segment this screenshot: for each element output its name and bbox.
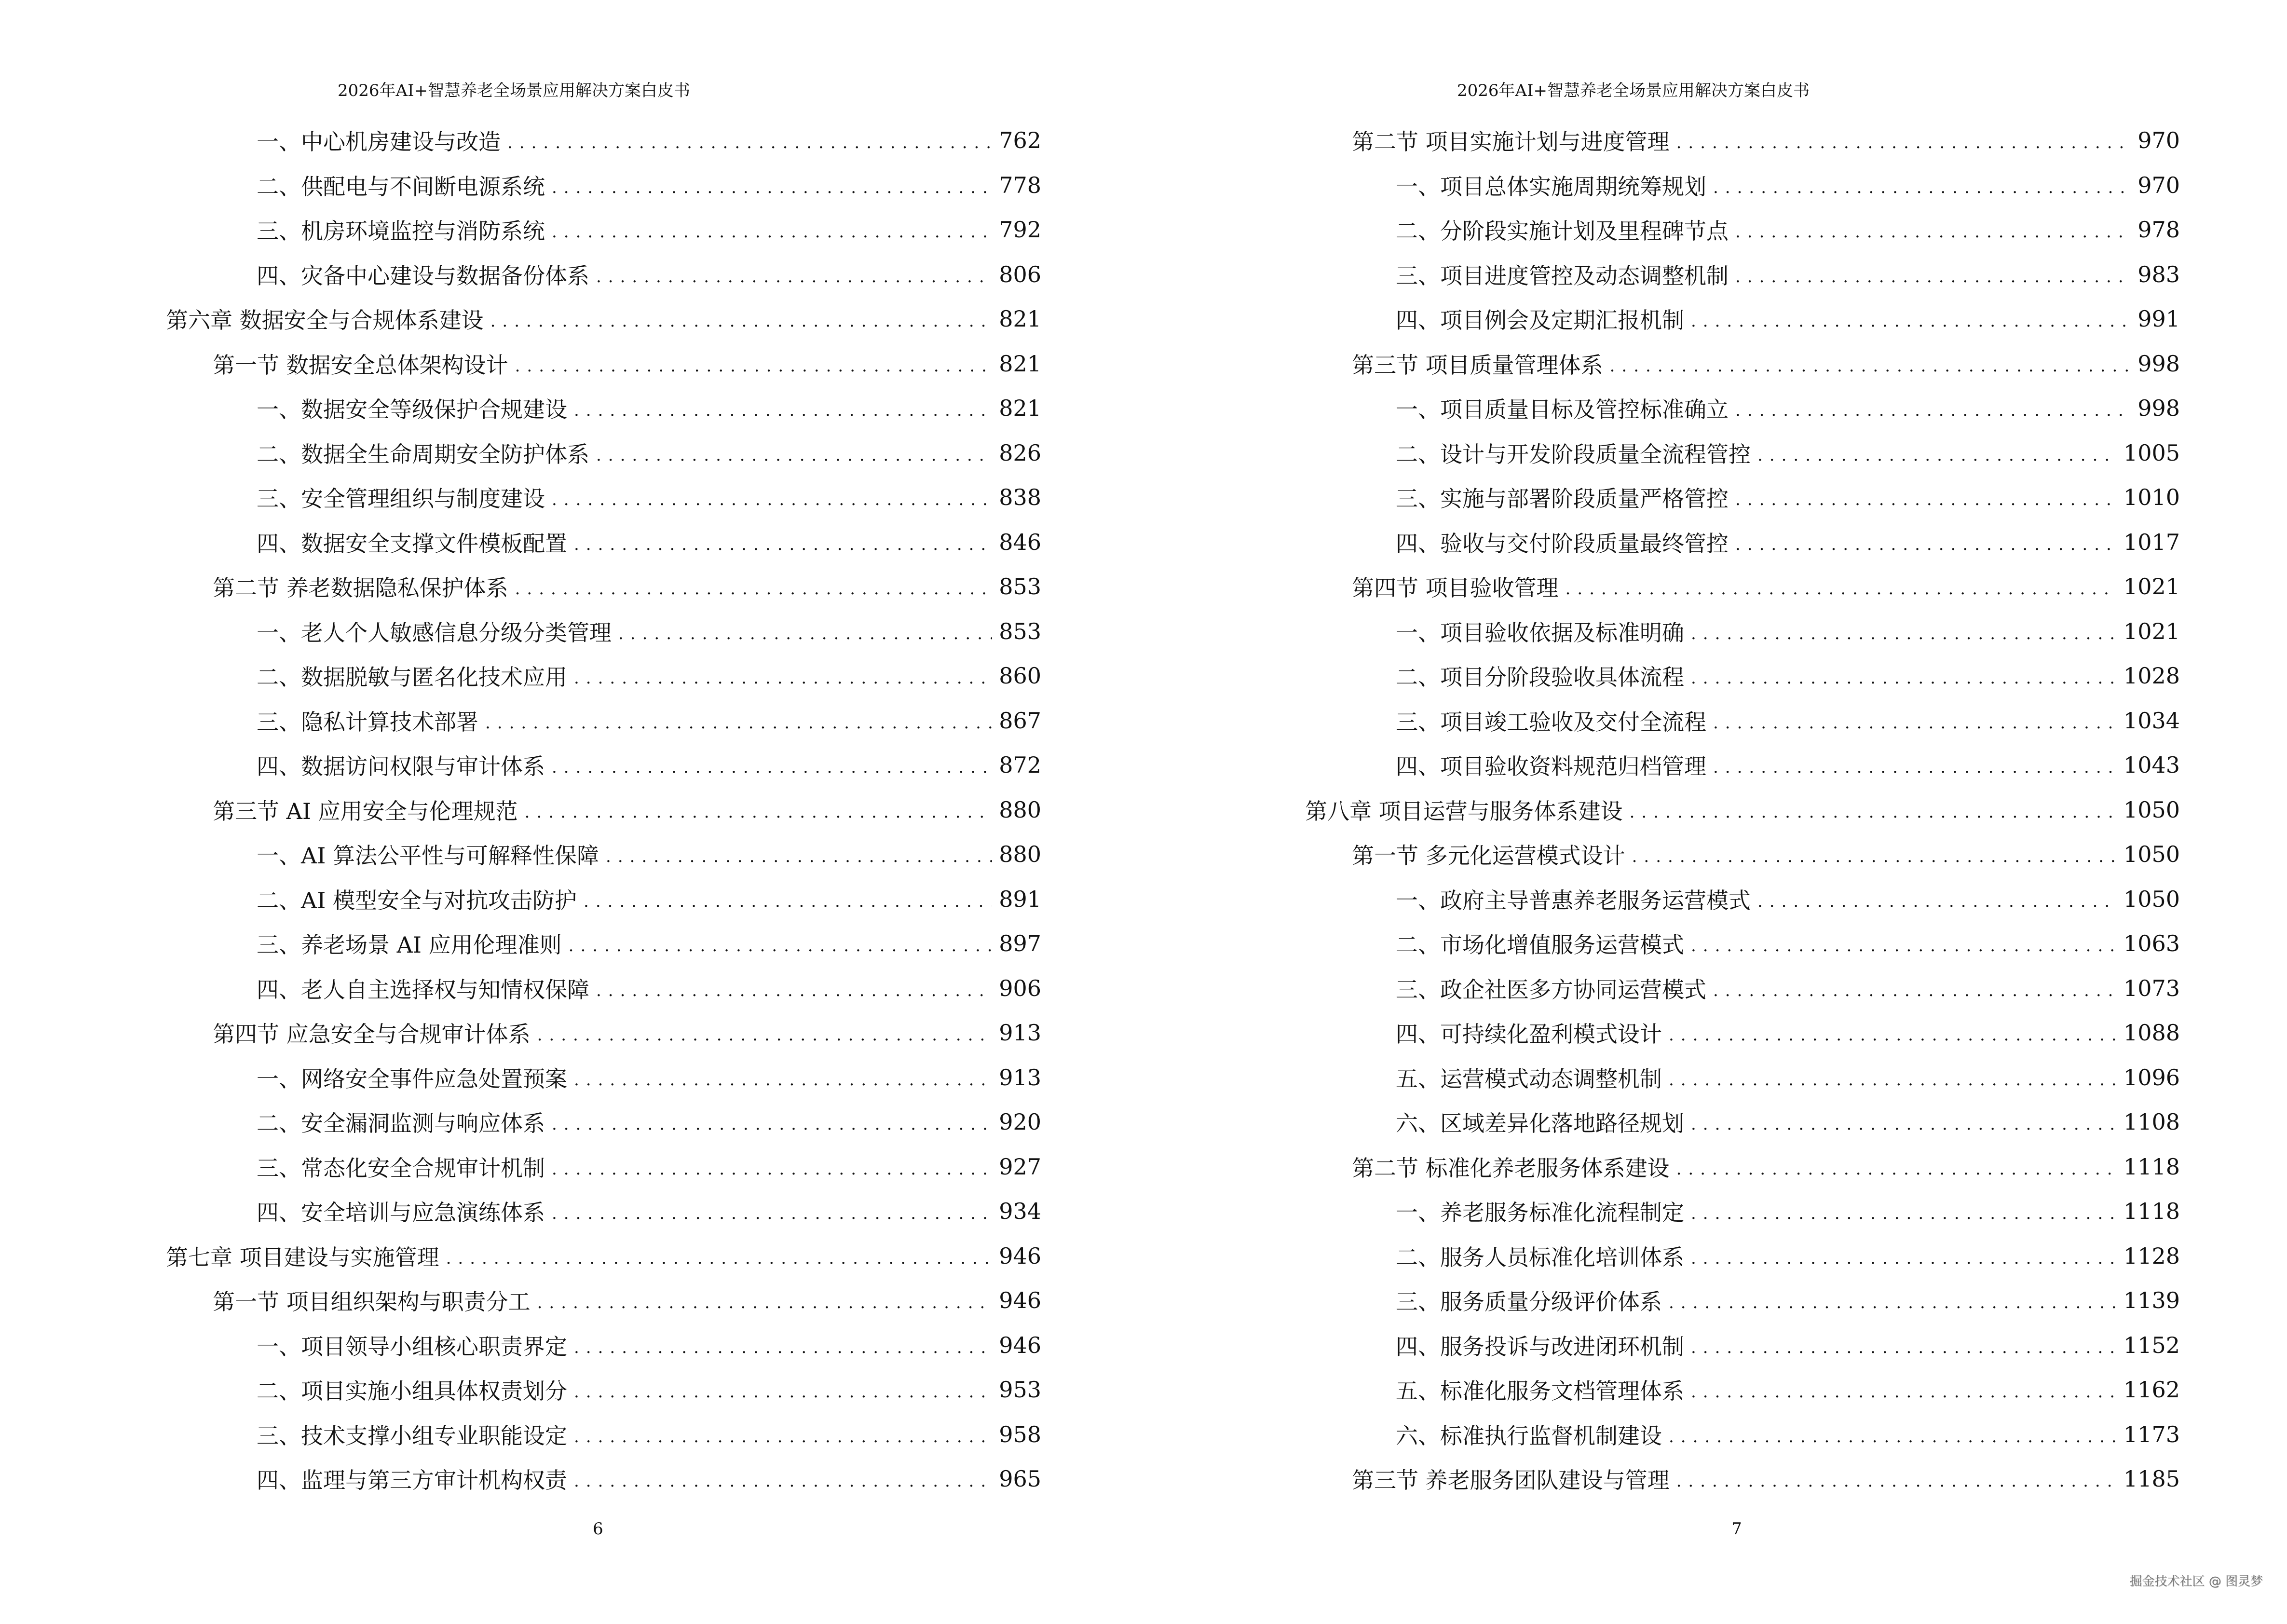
toc-subsection-entry[interactable]: [1305, 520, 2180, 565]
toc-subsection-entry[interactable]: [1305, 654, 2180, 698]
dot-leader: [552, 1199, 992, 1223]
toc-entry-title: 六、标准执行监督机制建设: [1396, 1422, 1662, 1449]
toc-entry-page: 1139: [2123, 1287, 2180, 1314]
toc-entry-title: 二、数据全生命周期安全防护体系: [257, 441, 589, 467]
dot-leader: [1713, 976, 2117, 1000]
dot-leader: [574, 396, 992, 420]
toc-entry-title: 三、项目竣工验收及交付全流程: [1396, 709, 1706, 735]
dot-leader: [1757, 441, 2117, 465]
dot-leader: [606, 842, 992, 866]
dot-leader: [515, 352, 993, 376]
toc-entry-title: 三、养老场景 AI 应用伦理准则: [257, 932, 562, 958]
toc-subsection-entry[interactable]: [1305, 252, 2180, 297]
toc-subsection-entry[interactable]: [1305, 475, 2180, 520]
toc-entry-page: 1128: [2123, 1242, 2180, 1269]
toc-entry-title: 二、服务人员标准化培训体系: [1396, 1244, 1684, 1270]
toc-entry-page: 998: [2137, 395, 2180, 422]
toc-entry-title: 六、区域差异化落地路径规划: [1396, 1110, 1684, 1137]
toc-subsection-entry[interactable]: [166, 520, 1041, 565]
dot-leader: [1669, 1065, 2117, 1090]
dot-leader: [552, 1155, 992, 1179]
toc-entry-title: 一、项目质量目标及管控标准确立: [1396, 396, 1729, 423]
toc-subsection-entry[interactable]: [1305, 386, 2180, 431]
dot-leader: [596, 441, 992, 465]
toc-entry-title: 四、老人自主选择权与知情权保障: [257, 976, 589, 1003]
toc-section-entry[interactable]: [166, 1278, 1041, 1323]
toc-subsection-entry[interactable]: [1305, 1323, 2180, 1368]
toc-entry-page: 920: [999, 1109, 1041, 1135]
toc-subsection-entry[interactable]: [1305, 1055, 2180, 1100]
toc-entry-page: 880: [999, 841, 1041, 868]
watermark: 掘金技术社区 @ 图灵梦: [2129, 1574, 2263, 1589]
dot-leader: [574, 530, 992, 554]
toc-entry-title: 一、中心机房建设与改造: [257, 129, 501, 155]
dot-leader: [1735, 530, 2117, 554]
toc-chapter-entry[interactable]: [166, 1234, 1041, 1279]
toc-subsection-entry[interactable]: [1305, 743, 2180, 788]
toc-entry-page: 1152: [2123, 1332, 2180, 1358]
toc-entry-title: 四、灾备中心建设与数据备份体系: [257, 262, 589, 289]
toc-entry-title: 一、网络安全事件应急处置预案: [257, 1065, 567, 1092]
toc-entry-page: 762: [999, 127, 1041, 154]
toc-entry-page: 1108: [2123, 1109, 2180, 1135]
dot-leader: [1735, 262, 2131, 287]
toc-entry-page: 970: [2137, 172, 2180, 198]
toc-subsection-entry[interactable]: [166, 832, 1041, 877]
dot-leader: [507, 128, 992, 152]
toc-entry-page: 965: [999, 1466, 1041, 1492]
toc-entry-title: 一、项目领导小组核心职责界定: [257, 1333, 567, 1360]
toc-subsection-entry[interactable]: [166, 252, 1041, 297]
toc-list: [166, 118, 1041, 1501]
toc-subsection-entry[interactable]: [166, 431, 1041, 476]
toc-entry-title: 三、机房环境监控与消防系统: [257, 218, 545, 245]
toc-entry-page: 821: [999, 395, 1041, 422]
toc-subsection-entry[interactable]: [1305, 163, 2180, 208]
toc-entry-page: 1118: [2123, 1198, 2180, 1225]
toc-entry-title: 第二节 标准化养老服务体系建设: [1352, 1155, 1670, 1181]
toc-entry-page: 998: [2137, 350, 2180, 377]
dot-leader: [1669, 1021, 2117, 1045]
dot-leader: [537, 1288, 993, 1312]
dot-leader: [446, 1244, 993, 1268]
toc-entry-title: 三、项目进度管控及动态调整机制: [1396, 262, 1729, 289]
toc-entry-title: 四、项目验收资料规范归档管理: [1396, 753, 1706, 780]
toc-entry-title: 一、项目验收依据及标准明确: [1396, 619, 1684, 646]
toc-entry-title: 二、安全漏洞监测与响应体系: [257, 1110, 545, 1137]
dot-leader: [1713, 173, 2131, 197]
toc-entry-title: 第八章 项目运营与服务体系建设: [1305, 798, 1623, 824]
dot-leader: [1676, 128, 2131, 152]
toc-section-entry[interactable]: [1305, 118, 2180, 163]
toc-subsection-entry[interactable]: [166, 163, 1041, 208]
toc-subsection-entry[interactable]: [1305, 207, 2180, 252]
running-header: 2026年AI+智慧养老全场景应用解决方案白皮书: [338, 81, 690, 100]
dot-leader: [1676, 1155, 2117, 1179]
toc-entry-page: 913: [999, 1020, 1041, 1046]
toc-entry-title: 一、养老服务标准化流程制定: [1396, 1200, 1684, 1226]
toc-entry-page: 1162: [2123, 1377, 2180, 1403]
dot-leader: [1691, 664, 2117, 688]
toc-entry-page: 1010: [2123, 484, 2180, 511]
toc-entry-title: 一、项目总体实施周期统筹规划: [1396, 173, 1706, 200]
dot-leader: [1566, 574, 2117, 599]
toc-subsection-entry[interactable]: [166, 1145, 1041, 1189]
toc-entry-page: 897: [999, 930, 1041, 957]
toc-entry-title: 一、AI 算法公平性与可解释性保障: [257, 843, 599, 869]
toc-entry-page: 891: [999, 886, 1041, 912]
toc-subsection-entry[interactable]: [166, 743, 1041, 788]
dot-leader: [525, 798, 993, 822]
toc-entry-title: 四、项目例会及定期汇报机制: [1396, 307, 1684, 334]
dot-leader: [1735, 218, 2131, 242]
toc-entry-page: 1050: [2123, 796, 2180, 823]
toc-entry-title: 一、数据安全等级保护合规建设: [257, 396, 567, 423]
toc-subsection-entry[interactable]: [1305, 297, 2180, 341]
dot-leader: [1713, 753, 2117, 777]
toc-entry-title: 第二节 项目实施计划与进度管理: [1352, 129, 1670, 155]
toc-entry-page: 946: [999, 1242, 1041, 1269]
toc-entry-page: 983: [2137, 261, 2180, 287]
toc-entry-page: 1118: [2123, 1153, 2180, 1180]
toc-section-entry[interactable]: [166, 564, 1041, 609]
toc-entry-page: 826: [999, 439, 1041, 466]
toc-entry-title: 四、监理与第三方审计机构权责: [257, 1467, 567, 1494]
dot-leader: [1691, 619, 2117, 643]
toc-section-entry[interactable]: [166, 788, 1041, 832]
toc-entry-page: 1005: [2123, 439, 2180, 466]
toc-entry-page: 913: [999, 1064, 1041, 1091]
toc-entry-title: 二、数据脱敏与匿名化技术应用: [257, 664, 567, 691]
toc-entry-page: 1050: [2123, 886, 2180, 912]
toc-entry-title: 二、市场化增值服务运营模式: [1396, 932, 1684, 958]
toc-subsection-entry[interactable]: [1305, 609, 2180, 654]
toc-entry-title: 第三节 项目质量管理体系: [1352, 352, 1603, 378]
toc-entry-title: 第四节 项目验收管理: [1352, 575, 1559, 601]
toc-entry-page: 1073: [2123, 975, 2180, 1001]
toc-entry-title: 三、实施与部署阶段质量严格管控: [1396, 486, 1729, 512]
toc-subsection-entry[interactable]: [1305, 1010, 2180, 1055]
dot-leader: [1691, 307, 2131, 331]
toc-entry-title: 二、供配电与不间断电源系统: [257, 173, 545, 200]
dot-leader: [1691, 1378, 2117, 1402]
toc-subsection-entry[interactable]: [166, 1412, 1041, 1457]
toc-subsection-entry[interactable]: [166, 1100, 1041, 1145]
toc-entry-title: 三、安全管理组织与制度建设: [257, 486, 545, 512]
toc-subsection-entry[interactable]: [166, 877, 1041, 922]
toc-entry-page: 1185: [2123, 1466, 2180, 1492]
toc-entry-title: 第一节 数据安全总体架构设计: [213, 352, 508, 378]
toc-entry-page: 1028: [2123, 663, 2180, 689]
dot-leader: [1632, 842, 2117, 866]
dot-leader: [1610, 352, 2131, 376]
toc-subsection-entry[interactable]: [166, 207, 1041, 252]
page-number: 6: [593, 1519, 603, 1539]
dot-leader: [552, 753, 992, 777]
toc-entry-title: 二、分阶段实施计划及里程碑节点: [1396, 218, 1729, 245]
dot-leader: [1676, 1467, 2117, 1491]
toc-subsection-entry[interactable]: [1305, 431, 2180, 476]
toc-entry-title: 第一节 项目组织架构与职责分工: [213, 1289, 531, 1315]
toc-entry-page: 1021: [2123, 573, 2180, 600]
dot-leader: [569, 931, 993, 955]
toc-entry-title: 第一节 多元化运营模式设计: [1352, 843, 1625, 869]
dot-leader: [574, 1065, 992, 1090]
dot-leader: [485, 709, 992, 733]
toc-entry-title: 二、项目分阶段验收具体流程: [1396, 664, 1684, 691]
toc-entry-page: 934: [999, 1198, 1041, 1225]
toc-entry-page: 838: [999, 484, 1041, 511]
page-number: 7: [1731, 1519, 1742, 1539]
dot-leader: [1691, 931, 2117, 955]
toc-entry-page: 792: [999, 217, 1041, 243]
toc-section-entry[interactable]: [1305, 341, 2180, 386]
toc-entry-page: 821: [999, 350, 1041, 377]
toc-entry-page: 927: [999, 1153, 1041, 1180]
toc-subsection-entry[interactable]: [1305, 1412, 2180, 1457]
toc-subsection-entry[interactable]: [1305, 921, 2180, 966]
toc-section-entry[interactable]: [1305, 1457, 2180, 1501]
toc-subsection-entry[interactable]: [166, 475, 1041, 520]
dot-leader: [1757, 887, 2117, 911]
toc-chapter-entry[interactable]: [1305, 788, 2180, 832]
toc-entry-page: 946: [999, 1332, 1041, 1358]
toc-entry-page: 1088: [2123, 1020, 2180, 1046]
toc-entry-page: 1034: [2123, 707, 2180, 734]
toc-entry-title: 第六章 数据安全与合规体系建设: [166, 307, 484, 334]
toc-subsection-entry[interactable]: [1305, 698, 2180, 743]
toc-entry-page: 821: [999, 306, 1041, 332]
toc-entry-page: 846: [999, 529, 1041, 555]
dot-leader: [515, 574, 993, 599]
toc-entry-page: 953: [999, 1377, 1041, 1403]
dot-leader: [1691, 1110, 2117, 1134]
dot-leader: [574, 1422, 992, 1447]
toc-entry-page: 1043: [2123, 752, 2180, 778]
toc-entry-title: 三、常态化安全合规审计机制: [257, 1155, 545, 1181]
toc-list: [1305, 118, 2180, 1501]
toc-entry-page: 906: [999, 975, 1041, 1001]
toc-section-entry[interactable]: [166, 341, 1041, 386]
toc-entry-page: 970: [2137, 127, 2180, 154]
toc-subsection-entry[interactable]: [166, 921, 1041, 966]
toc-entry-title: 三、隐私计算技术部署: [257, 709, 478, 735]
dot-leader: [552, 218, 992, 242]
toc-chapter-entry[interactable]: [166, 297, 1041, 341]
dot-leader: [574, 1378, 992, 1402]
dot-leader: [552, 173, 992, 197]
toc-entry-page: 946: [999, 1287, 1041, 1314]
dot-leader: [537, 1021, 993, 1045]
dot-leader: [574, 1467, 992, 1491]
dot-leader: [596, 262, 992, 287]
toc-subsection-entry[interactable]: [166, 609, 1041, 654]
toc-entry-page: 1017: [2123, 529, 2180, 555]
running-header: 2026年AI+智慧养老全场景应用解决方案白皮书: [1457, 81, 1810, 100]
toc-subsection-entry[interactable]: [166, 118, 1041, 163]
toc-subsection-entry[interactable]: [166, 1367, 1041, 1412]
toc-entry-page: 778: [999, 172, 1041, 198]
toc-entry-page: 853: [999, 618, 1041, 644]
toc-entry-title: 第三节 养老服务团队建设与管理: [1352, 1467, 1670, 1494]
toc-entry-title: 第二节 养老数据隐私保护体系: [213, 575, 508, 601]
toc-subsection-entry[interactable]: [166, 654, 1041, 698]
toc-entry-title: 一、政府主导普惠养老服务运营模式: [1396, 887, 1751, 914]
toc-subsection-entry[interactable]: [166, 1055, 1041, 1100]
dot-leader: [1669, 1422, 2117, 1447]
toc-entry-title: 三、技术支撑小组专业职能设定: [257, 1422, 567, 1449]
dot-leader: [1691, 1333, 2117, 1357]
toc-section-entry[interactable]: [1305, 832, 2180, 877]
toc-entry-page: 880: [999, 796, 1041, 823]
toc-subsection-entry[interactable]: [1305, 1367, 2180, 1412]
toc-subsection-entry[interactable]: [1305, 1189, 2180, 1234]
toc-subsection-entry[interactable]: [166, 966, 1041, 1011]
toc-section-entry[interactable]: [1305, 1145, 2180, 1189]
toc-subsection-entry[interactable]: [166, 1457, 1041, 1501]
toc-entry-title: 二、AI 模型安全与对抗攻击防护: [257, 887, 577, 914]
dot-leader: [584, 887, 992, 911]
toc-entry-title: 三、服务质量分级评价体系: [1396, 1289, 1662, 1315]
toc-subsection-entry[interactable]: [1305, 966, 2180, 1011]
dot-leader: [1691, 1199, 2117, 1223]
toc-entry-title: 第七章 项目建设与实施管理: [166, 1244, 439, 1270]
toc-subsection-entry[interactable]: [166, 1189, 1041, 1234]
dot-leader: [1630, 798, 2117, 822]
dot-leader: [552, 1110, 992, 1134]
toc-entry-page: 991: [2137, 306, 2180, 332]
dot-leader: [574, 1333, 992, 1357]
toc-entry-page: 853: [999, 573, 1041, 600]
toc-entry-title: 三、政企社医多方协同运营模式: [1396, 976, 1706, 1003]
toc-section-entry[interactable]: [166, 1010, 1041, 1055]
toc-entry-title: 四、服务投诉与改进闭环机制: [1396, 1333, 1684, 1360]
dot-leader: [1735, 396, 2131, 420]
toc-section-entry[interactable]: [1305, 564, 2180, 609]
toc-subsection-entry[interactable]: [166, 386, 1041, 431]
toc-subsection-entry[interactable]: [166, 698, 1041, 743]
dot-leader: [1669, 1288, 2117, 1312]
dot-leader: [574, 664, 992, 688]
toc-subsection-entry[interactable]: [1305, 877, 2180, 922]
toc-entry-page: 958: [999, 1421, 1041, 1447]
toc-entry-page: 1063: [2123, 930, 2180, 957]
toc-entry-title: 一、老人个人敏感信息分级分类管理: [257, 619, 612, 646]
toc-entry-page: 860: [999, 663, 1041, 689]
toc-entry-page: 867: [999, 707, 1041, 734]
toc-entry-title: 四、可持续化盈利模式设计: [1396, 1021, 1662, 1048]
toc-entry-page: 1021: [2123, 618, 2180, 644]
toc-entry-title: 四、安全培训与应急演练体系: [257, 1200, 545, 1226]
dot-leader: [1691, 1244, 2117, 1268]
toc-entry-title: 五、标准化服务文档管理体系: [1396, 1378, 1684, 1405]
toc-entry-page: 806: [999, 261, 1041, 287]
toc-subsection-entry[interactable]: [1305, 1100, 2180, 1145]
toc-entry-title: 二、设计与开发阶段质量全流程管控: [1396, 441, 1751, 467]
toc-subsection-entry[interactable]: [1305, 1234, 2180, 1279]
toc-entry-title: 四、数据访问权限与审计体系: [257, 753, 545, 780]
toc-entry-title: 第三节 AI 应用安全与伦理规范: [213, 798, 518, 824]
toc-entry-title: 二、项目实施小组具体权责划分: [257, 1378, 567, 1405]
dot-leader: [1713, 709, 2117, 733]
toc-entry-title: 四、数据安全支撑文件模板配置: [257, 530, 567, 557]
dot-leader: [1735, 485, 2117, 509]
dot-leader: [490, 307, 993, 331]
dot-leader: [618, 619, 992, 643]
toc-entry-title: 五、运营模式动态调整机制: [1396, 1065, 1662, 1092]
toc-entry-page: 872: [999, 752, 1041, 778]
toc-subsection-entry[interactable]: [1305, 1278, 2180, 1323]
toc-entry-page: 1173: [2123, 1421, 2180, 1447]
toc-entry-page: 978: [2137, 217, 2180, 243]
toc-subsection-entry[interactable]: [166, 1323, 1041, 1368]
dot-leader: [596, 976, 992, 1000]
document-page-right: [1144, 0, 2287, 1624]
toc-entry-page: 1050: [2123, 841, 2180, 868]
toc-entry-page: 1096: [2123, 1064, 2180, 1091]
dot-leader: [552, 485, 992, 509]
toc-entry-title: 四、验收与交付阶段质量最终管控: [1396, 530, 1729, 557]
toc-entry-title: 第四节 应急安全与合规审计体系: [213, 1021, 531, 1048]
